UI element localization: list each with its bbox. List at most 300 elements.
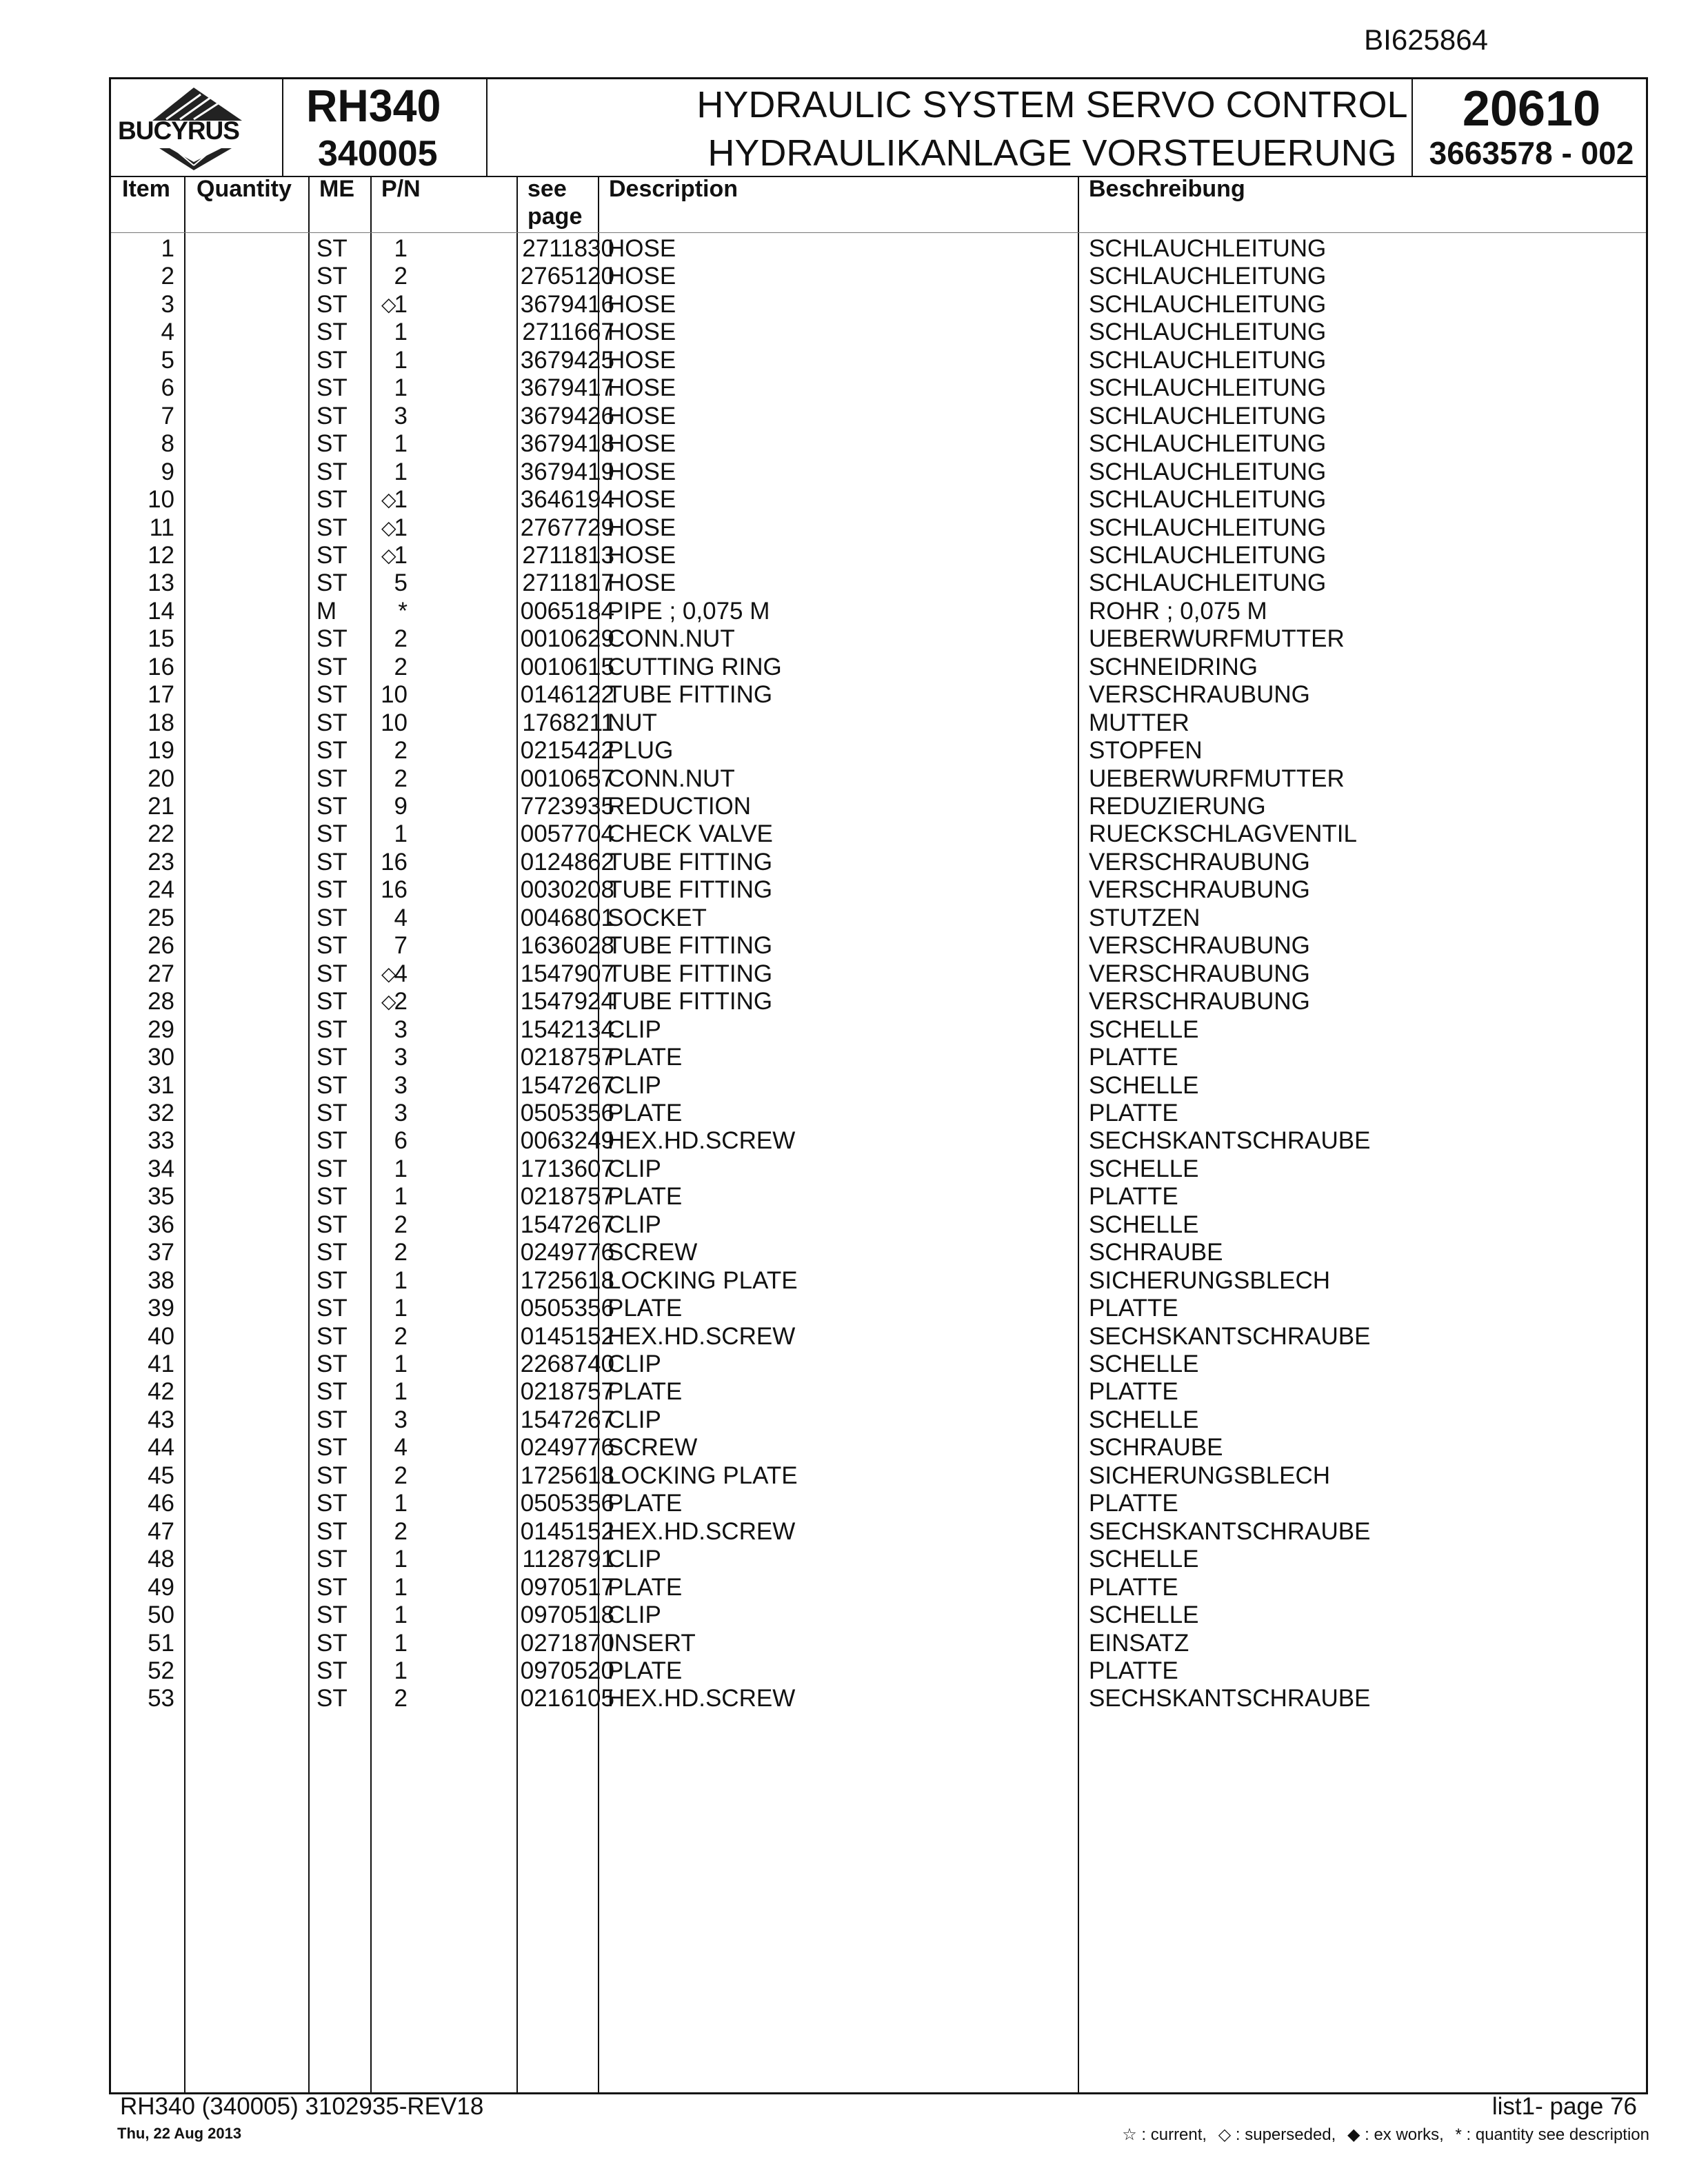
cell-part-number: 0970518 [520, 1601, 614, 1629]
cell-beschreibung: PLATTE [1089, 1183, 1178, 1211]
cell-part-number: 0218757 [520, 1044, 614, 1071]
cell-me: ST [316, 848, 348, 876]
cell-me: ST [316, 1546, 348, 1573]
legend-current: ☆ : current, [1122, 2125, 1207, 2144]
cell-item: 25 [148, 904, 174, 931]
cell-item: 39 [148, 1295, 174, 1322]
cell-me: ST [316, 793, 348, 820]
cell-quantity: 10 [381, 709, 408, 736]
table-row [111, 849, 1646, 876]
cell-beschreibung: SCHLAUCHLEITUNG [1089, 486, 1327, 514]
cell-item: 17 [148, 681, 174, 709]
cell-description: CLIP [607, 1211, 661, 1238]
cell-item: 12 [148, 541, 174, 569]
parts-list-frame [109, 77, 1648, 2094]
cell-description: HOSE [607, 541, 676, 569]
legend-ex-works: ◆ : ex works, [1347, 2125, 1444, 2144]
cell-me: ST [316, 1434, 348, 1462]
cell-beschreibung: ROHR ; 0,075 M [1089, 597, 1267, 625]
cell-quantity: 1 [394, 1183, 408, 1211]
cell-me: ST [316, 1406, 348, 1433]
cell-item: 48 [148, 1546, 174, 1573]
table-row [111, 374, 1646, 402]
cell-me: ST [316, 1490, 348, 1517]
symbol-legend [1115, 2125, 1649, 2145]
cell-status-symbol: ◇ [381, 962, 396, 984]
table-row [111, 1630, 1646, 1657]
cell-status-symbol: ◇ [381, 991, 396, 1013]
cell-me: ST [316, 1351, 348, 1377]
cell-me: ST [316, 709, 348, 736]
cell-item: 27 [148, 960, 174, 987]
cell-description: CLIP [607, 1546, 661, 1573]
cell-item: 29 [148, 1015, 174, 1043]
cell-part-number: 7723935 [520, 793, 614, 820]
cell-beschreibung: SECHSKANTSCHRAUBE [1089, 1127, 1371, 1155]
cell-beschreibung: VERSCHRAUBUNG [1089, 932, 1310, 960]
col-header-beschreibung: Beschreibung [1089, 176, 1245, 202]
cell-quantity: 1 [394, 1295, 408, 1322]
cell-description: CLIP [607, 1601, 661, 1629]
cell-description: SOCKET [607, 904, 707, 931]
cell-item: 40 [148, 1322, 174, 1350]
table-row [111, 1601, 1646, 1629]
table-row [111, 904, 1646, 932]
cell-beschreibung: SICHERUNGSBLECH [1089, 1462, 1331, 1489]
cell-beschreibung: UEBERWURFMUTTER [1089, 625, 1345, 653]
cell-item: 5 [161, 346, 174, 374]
col-header-pn: P/N [381, 176, 421, 202]
table-row [111, 1016, 1646, 1044]
cell-description: HEX.HD.SCREW [607, 1322, 796, 1350]
cell-description: PLUG [607, 737, 674, 765]
cell-quantity: 1 [394, 346, 408, 374]
cell-quantity: 6 [394, 1127, 408, 1155]
cell-me: ST [316, 988, 348, 1015]
cell-beschreibung: EINSATZ [1089, 1629, 1189, 1657]
cell-item: 2 [161, 263, 174, 290]
cell-me: ST [316, 1657, 348, 1684]
document-number: 3663578 - 002 [1429, 135, 1634, 171]
cell-item: 50 [148, 1601, 174, 1629]
cell-item: 9 [161, 458, 174, 485]
cell-quantity: 1 [394, 430, 408, 458]
cell-status-symbol: ◇ [381, 489, 396, 511]
cell-me: ST [316, 1295, 348, 1322]
cell-item: 41 [148, 1351, 174, 1377]
cell-me: ST [316, 904, 348, 931]
cell-beschreibung: PLATTE [1089, 1490, 1178, 1517]
table-row [111, 1044, 1646, 1071]
table-row [111, 318, 1646, 346]
table-row [111, 1546, 1646, 1573]
cell-item: 37 [148, 1239, 174, 1266]
cell-description: LOCKING PLATE [607, 1462, 798, 1489]
cell-quantity: 1 [394, 820, 408, 848]
cell-quantity: 2 [394, 1685, 408, 1712]
cell-beschreibung: PLATTE [1089, 1378, 1178, 1406]
cell-beschreibung: VERSCHRAUBUNG [1089, 960, 1310, 987]
cell-description: LOCKING PLATE [607, 1266, 798, 1294]
cell-description: SCREW [607, 1434, 698, 1462]
cell-quantity: 5 [394, 569, 408, 597]
cell-me: ST [316, 820, 348, 848]
cell-part-number: 0249776 [520, 1434, 614, 1462]
cell-quantity: 2 [394, 263, 408, 290]
cell-description: TUBE FITTING [607, 932, 773, 960]
title-english: HYDRAULIC SYSTEM SERVO CONTROL [696, 84, 1408, 125]
cell-part-number: 0146122 [520, 681, 614, 709]
cell-quantity: 3 [394, 1071, 408, 1099]
cell-quantity: 1 [394, 1351, 408, 1377]
cell-beschreibung: RUECKSCHLAGVENTIL [1089, 820, 1357, 848]
cell-item: 6 [161, 374, 174, 402]
cell-part-number: 0030208 [520, 876, 614, 904]
col-header-see: see [528, 176, 567, 202]
table-row [111, 1100, 1646, 1127]
cell-beschreibung: SCHELLE [1089, 1351, 1199, 1377]
cell-me: ST [316, 346, 348, 374]
cell-me: ST [316, 569, 348, 597]
cell-me: ST [316, 1239, 348, 1266]
cell-quantity: 2 [394, 653, 408, 680]
cell-me: ST [316, 1183, 348, 1211]
cell-description: TUBE FITTING [607, 876, 773, 904]
cell-description: PLATE [607, 1573, 683, 1601]
cell-item: 28 [148, 988, 174, 1015]
table-row [111, 1406, 1646, 1434]
cell-part-number: 0505356 [520, 1295, 614, 1322]
cell-me: ST [316, 1322, 348, 1350]
table-row [111, 932, 1646, 960]
cell-beschreibung: SCHELLE [1089, 1015, 1199, 1043]
cell-part-number: 3679418 [520, 430, 614, 458]
cell-part-number: 2711830 [522, 235, 614, 262]
cell-quantity: 2 [394, 737, 408, 765]
cell-part-number: 0249776 [520, 1239, 614, 1266]
cell-item: 13 [148, 569, 174, 597]
table-row [111, 1072, 1646, 1100]
cell-me: ST [316, 765, 348, 792]
table-row [111, 625, 1646, 653]
cell-item: 8 [161, 430, 174, 458]
table-row [111, 458, 1646, 486]
table-row [111, 988, 1646, 1015]
table-row [111, 960, 1646, 988]
legend-superseded: ◇ : superseded, [1218, 2125, 1336, 2144]
cell-item: 34 [148, 1155, 174, 1182]
cell-item: 46 [148, 1490, 174, 1517]
cell-part-number: 2711667 [522, 318, 614, 346]
cell-part-number: 0010615 [520, 653, 614, 680]
cell-part-number: 0063249 [520, 1127, 614, 1155]
cell-part-number: 1713607 [520, 1155, 614, 1182]
cell-me: ST [316, 1211, 348, 1238]
col-header-me: ME [319, 176, 354, 202]
cell-item: 24 [148, 876, 174, 904]
cell-part-number: 3679425 [520, 346, 614, 374]
cell-description: CHECK VALVE [607, 820, 773, 848]
col-header-item: Item [122, 176, 170, 202]
cell-beschreibung: SECHSKANTSCHRAUBE [1089, 1322, 1371, 1350]
cell-beschreibung: SCHLAUCHLEITUNG [1089, 402, 1327, 429]
cell-quantity: 1 [394, 1490, 408, 1517]
cell-quantity: 2 [394, 1322, 408, 1350]
cell-description: HOSE [607, 569, 676, 597]
cell-description: CLIP [607, 1071, 661, 1099]
cell-beschreibung: REDUZIERUNG [1089, 793, 1266, 820]
cell-beschreibung: SCHELLE [1089, 1071, 1199, 1099]
cell-part-number: 2711817 [522, 569, 614, 597]
cell-part-number: 1547907 [520, 960, 614, 987]
table-row [111, 1657, 1646, 1685]
cell-beschreibung: SCHELLE [1089, 1406, 1199, 1433]
cell-me: ST [316, 1266, 348, 1294]
cell-part-number: 0505356 [520, 1099, 614, 1126]
cell-item: 35 [148, 1183, 174, 1211]
cell-quantity: 16 [381, 876, 408, 904]
table-row [111, 514, 1646, 542]
cell-quantity: 1 [394, 1266, 408, 1294]
cell-item: 30 [148, 1044, 174, 1071]
col-header-description: Description [609, 176, 738, 202]
cell-me: ST [316, 876, 348, 904]
cell-beschreibung: SECHSKANTSCHRAUBE [1089, 1517, 1371, 1545]
table-row [111, 598, 1646, 625]
cell-description: HOSE [607, 290, 676, 318]
cell-quantity: 3 [394, 1406, 408, 1433]
cell-quantity: 1 [394, 1546, 408, 1573]
cell-item: 16 [148, 653, 174, 680]
table-row [111, 430, 1646, 458]
table-row [111, 1685, 1646, 1712]
cell-part-number: 0216105 [520, 1685, 614, 1712]
cell-part-number: 3679426 [520, 402, 614, 429]
cell-item: 7 [161, 402, 174, 429]
cell-beschreibung: MUTTER [1089, 709, 1189, 736]
cell-item: 45 [148, 1462, 174, 1489]
cell-me: ST [316, 1685, 348, 1712]
cell-beschreibung: PLATTE [1089, 1573, 1178, 1601]
cell-quantity: 1 [394, 1155, 408, 1182]
cell-part-number: 0970517 [520, 1573, 614, 1601]
cell-description: HOSE [607, 486, 676, 514]
title-german: HYDRAULIKANLAGE VORSTEUERUNG [707, 132, 1397, 174]
cell-quantity: 3 [394, 1044, 408, 1071]
document-id: BI625864 [1364, 23, 1488, 56]
table-row [111, 1183, 1646, 1211]
cell-part-number: 1725618 [520, 1462, 614, 1489]
cell-quantity: 4 [394, 904, 408, 931]
cell-quantity: * [398, 597, 408, 625]
cell-beschreibung: PLATTE [1089, 1657, 1178, 1684]
cell-beschreibung: SCHRAUBE [1089, 1239, 1223, 1266]
cell-item: 3 [161, 290, 174, 318]
table-row [111, 486, 1646, 514]
cell-item: 14 [148, 597, 174, 625]
cell-part-number: 1725618 [520, 1266, 614, 1294]
cell-item: 32 [148, 1099, 174, 1126]
cell-description: TUBE FITTING [607, 960, 773, 987]
cell-description: TUBE FITTING [607, 681, 773, 709]
cell-quantity: 1 [394, 290, 408, 318]
table-row [111, 1490, 1646, 1517]
cell-beschreibung: SCHLAUCHLEITUNG [1089, 318, 1327, 346]
table-row [111, 1155, 1646, 1183]
cell-item: 43 [148, 1406, 174, 1433]
cell-description: CLIP [607, 1406, 661, 1433]
footer-date: Thu, 22 Aug 2013 [117, 2125, 242, 2142]
cell-part-number: 0218757 [520, 1378, 614, 1406]
cell-beschreibung: SCHLAUCHLEITUNG [1089, 263, 1327, 290]
cell-beschreibung: SCHLAUCHLEITUNG [1089, 346, 1327, 374]
cell-part-number: 1547924 [520, 988, 614, 1015]
cell-item: 47 [148, 1517, 174, 1545]
cell-item: 18 [148, 709, 174, 736]
cell-beschreibung: STUTZEN [1089, 904, 1200, 931]
table-row [111, 1378, 1646, 1406]
cell-me: ST [316, 625, 348, 653]
cell-beschreibung: PLATTE [1089, 1295, 1178, 1322]
cell-part-number: 0271870 [520, 1629, 614, 1657]
cell-beschreibung: VERSCHRAUBUNG [1089, 876, 1310, 904]
cell-quantity: 2 [394, 1211, 408, 1238]
cell-part-number: 1128791 [522, 1546, 614, 1573]
cell-description: PLATE [607, 1490, 683, 1517]
cell-quantity: 4 [394, 1434, 408, 1462]
cell-me: ST [316, 235, 348, 262]
table-row [111, 235, 1646, 263]
cell-description: HOSE [607, 458, 676, 485]
table-row [111, 291, 1646, 318]
cell-part-number: 3646194 [520, 486, 614, 514]
table-row [111, 403, 1646, 430]
cell-quantity: 1 [394, 514, 408, 541]
serial-number: 340005 [318, 134, 438, 174]
cell-quantity: 1 [394, 318, 408, 346]
cell-me: ST [316, 1015, 348, 1043]
table-row [111, 737, 1646, 765]
cell-description: HEX.HD.SCREW [607, 1517, 796, 1545]
cell-quantity: 2 [394, 1239, 408, 1266]
footer-page-ref: list1- page 76 [1491, 2093, 1637, 2120]
cell-part-number: 0010629 [520, 625, 614, 653]
cell-part-number: 1542134 [520, 1015, 614, 1043]
table-row [111, 1267, 1646, 1295]
cell-part-number: 1547267 [520, 1211, 614, 1238]
cell-description: PLATE [607, 1099, 683, 1126]
cell-description: PLATE [607, 1657, 683, 1684]
cell-beschreibung: SCHNEIDRING [1089, 653, 1258, 680]
cell-quantity: 1 [394, 1378, 408, 1406]
cell-quantity: 3 [394, 1099, 408, 1126]
cell-part-number: 0970520 [520, 1657, 614, 1684]
table-row [111, 681, 1646, 709]
cell-beschreibung: SCHELLE [1089, 1155, 1199, 1182]
cell-description: REDUCTION [607, 793, 752, 820]
cell-beschreibung: SCHLAUCHLEITUNG [1089, 569, 1327, 597]
cell-me: ST [316, 1099, 348, 1126]
legend-quantity: * : quantity see description [1455, 2125, 1649, 2144]
cell-status-symbol: ◇ [381, 516, 396, 538]
cell-item: 20 [148, 765, 174, 792]
cell-item: 21 [148, 793, 174, 820]
cell-description: HEX.HD.SCREW [607, 1685, 796, 1712]
cell-me: ST [316, 290, 348, 318]
cell-me: ST [316, 263, 348, 290]
model-number: RH340 [306, 80, 441, 131]
cell-me: ST [316, 486, 348, 514]
cell-part-number: 2268740 [520, 1351, 614, 1377]
table-row [111, 1462, 1646, 1490]
cell-beschreibung: SCHLAUCHLEITUNG [1089, 290, 1327, 318]
cell-description: HOSE [607, 263, 676, 290]
cell-part-number: 2711813 [522, 541, 614, 569]
table-row [111, 263, 1646, 290]
cell-me: ST [316, 318, 348, 346]
cell-beschreibung: VERSCHRAUBUNG [1089, 988, 1310, 1015]
cell-description: INSERT [607, 1629, 696, 1657]
cell-me: ST [316, 458, 348, 485]
cell-quantity: 2 [394, 1517, 408, 1545]
cell-beschreibung: SCHLAUCHLEITUNG [1089, 458, 1327, 485]
col-header-page: page [528, 203, 583, 230]
cell-beschreibung: SECHSKANTSCHRAUBE [1089, 1685, 1371, 1712]
table-row [111, 1574, 1646, 1601]
cell-description: HOSE [607, 235, 676, 262]
cell-me: ST [316, 1378, 348, 1406]
cell-beschreibung: UEBERWURFMUTTER [1089, 765, 1345, 792]
table-row [111, 654, 1646, 681]
cell-quantity: 1 [394, 1657, 408, 1684]
cell-item: 31 [148, 1071, 174, 1099]
cell-quantity: 10 [381, 681, 408, 709]
cell-item: 10 [148, 486, 174, 514]
cell-me: ST [316, 1462, 348, 1489]
cell-beschreibung: SCHRAUBE [1089, 1434, 1223, 1462]
cell-item: 53 [148, 1685, 174, 1712]
cell-description: NUT [607, 709, 657, 736]
cell-quantity: 3 [394, 402, 408, 429]
cell-beschreibung: PLATTE [1089, 1099, 1178, 1126]
table-row [111, 347, 1646, 374]
cell-part-number: 1636028 [520, 932, 614, 960]
cell-beschreibung: VERSCHRAUBUNG [1089, 681, 1310, 709]
table-row [111, 1211, 1646, 1239]
cell-description: PLATE [607, 1378, 683, 1406]
table-row [111, 1518, 1646, 1546]
cell-description: PLATE [607, 1295, 683, 1322]
table-row [111, 793, 1646, 820]
cell-item: 51 [148, 1629, 174, 1657]
cell-me: ST [316, 1071, 348, 1099]
cell-description: HOSE [607, 318, 676, 346]
cell-description: HOSE [607, 514, 676, 541]
cell-part-number: 1547267 [520, 1406, 614, 1433]
table-row [111, 876, 1646, 904]
table-row [111, 765, 1646, 793]
cell-me: ST [316, 1127, 348, 1155]
cell-part-number: 2765120 [520, 263, 614, 290]
cell-quantity: 2 [394, 625, 408, 653]
cell-quantity: 1 [394, 1629, 408, 1657]
cell-quantity: 1 [394, 374, 408, 402]
table-row [111, 820, 1646, 848]
cell-description: PLATE [607, 1044, 683, 1071]
cell-description: PIPE ; 0,075 M [607, 597, 770, 625]
cell-description: CONN.NUT [607, 765, 735, 792]
cell-me: M [316, 597, 337, 625]
